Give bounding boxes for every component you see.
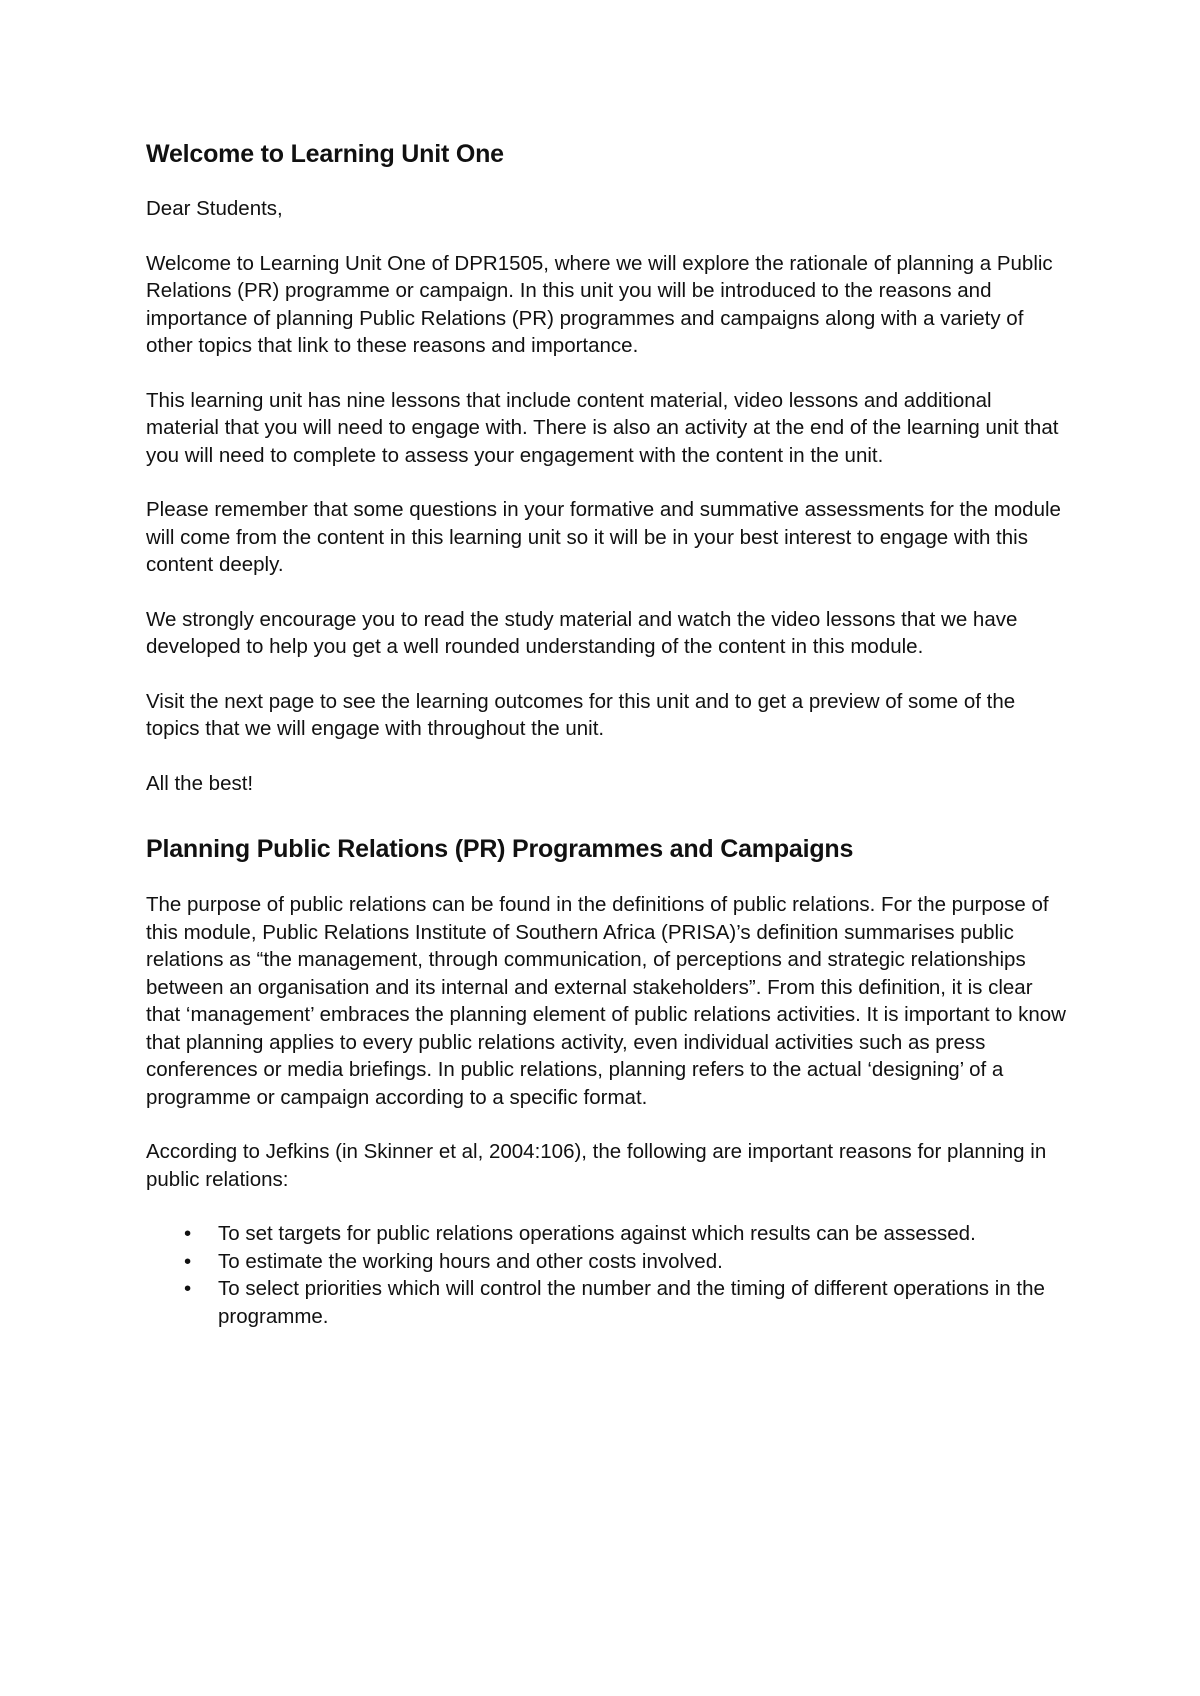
list-item-text: To set targets for public relations operations against which results can be assessed. — [218, 1222, 976, 1245]
paragraph-next-page: Visit the next page to see the learning outcomes for this unit and to get a preview of some of the topics that we will engage with throughout the unit. — [146, 689, 1016, 740]
paragraph-jefkins: According to Jefkins (in Skinner et al, 2004:106), the following are important reasons for planning in public relations: — [146, 1140, 1047, 1191]
section-title-planning: Planning Public Relations (PR) Programmes and Campaigns — [146, 835, 854, 863]
reasons-list — [146, 1220, 1066, 1330]
bullet-icon: • — [184, 1277, 192, 1300]
list-item-text: To select priorities which will control the number and the timing of different operations in the programme. — [218, 1277, 1045, 1328]
list-item — [146, 1220, 1066, 1248]
bullet-icon: • — [184, 1222, 192, 1245]
closing: All the best! — [146, 771, 254, 795]
paragraph-lessons: This learning unit has nine lessons that include content material, video lessons and additional material that you will need to engage with. There is also an activity at the end of the learning unit that you will need to complete to assess your engagement with the content in the unit. — [146, 388, 1059, 467]
document-page — [146, 138, 1066, 1330]
list-item-text: To estimate the working hours and other costs involved. — [218, 1249, 723, 1273]
bullet-icon: • — [184, 1249, 192, 1273]
paragraph-purpose: The purpose of public relations can be found in the definitions of public relations. For the purpose of this module, Public Relations Institute of Southern Africa (PRISA)’s definition summarises public relations as “the management, through communication, of perceptions and strategic relationships between an organisation and its internal and external stakeholders”. From this definition, it is clear that ‘management’ embraces the planning element of public relations activities. It is important to know that planning applies to every public relations activity, even individual activities such as press conferences or media briefings. In public relations, planning refers to the actual ‘designing’ of a programme or campaign according to a specific format. — [146, 893, 1066, 1109]
section-title-welcome: Welcome to Learning Unit One — [146, 140, 504, 168]
paragraph-assessments: Please remember that some questions in your formative and summative assessments for the module will come from the content in this learning unit so it will be in your best interest to engage with this content deeply. — [146, 498, 1061, 576]
greeting: Dear Students, — [146, 197, 283, 220]
paragraph-encourage: We strongly encourage you to read the study material and watch the video lessons that we have developed to help you get a well rounded understanding of the content in this module. — [146, 607, 1018, 658]
paragraph-intro: Welcome to Learning Unit One of DPR1505, where we will explore the rationale of planning a Public Relations (PR) programme or campaign. In this unit you will be introduced to the reasons and importance of planning Public Relations (PR) programmes and campaigns along with a variety of other topics that link to these reasons and importance. — [146, 251, 1053, 357]
list-item — [146, 1248, 1066, 1276]
list-item — [146, 1275, 1066, 1330]
